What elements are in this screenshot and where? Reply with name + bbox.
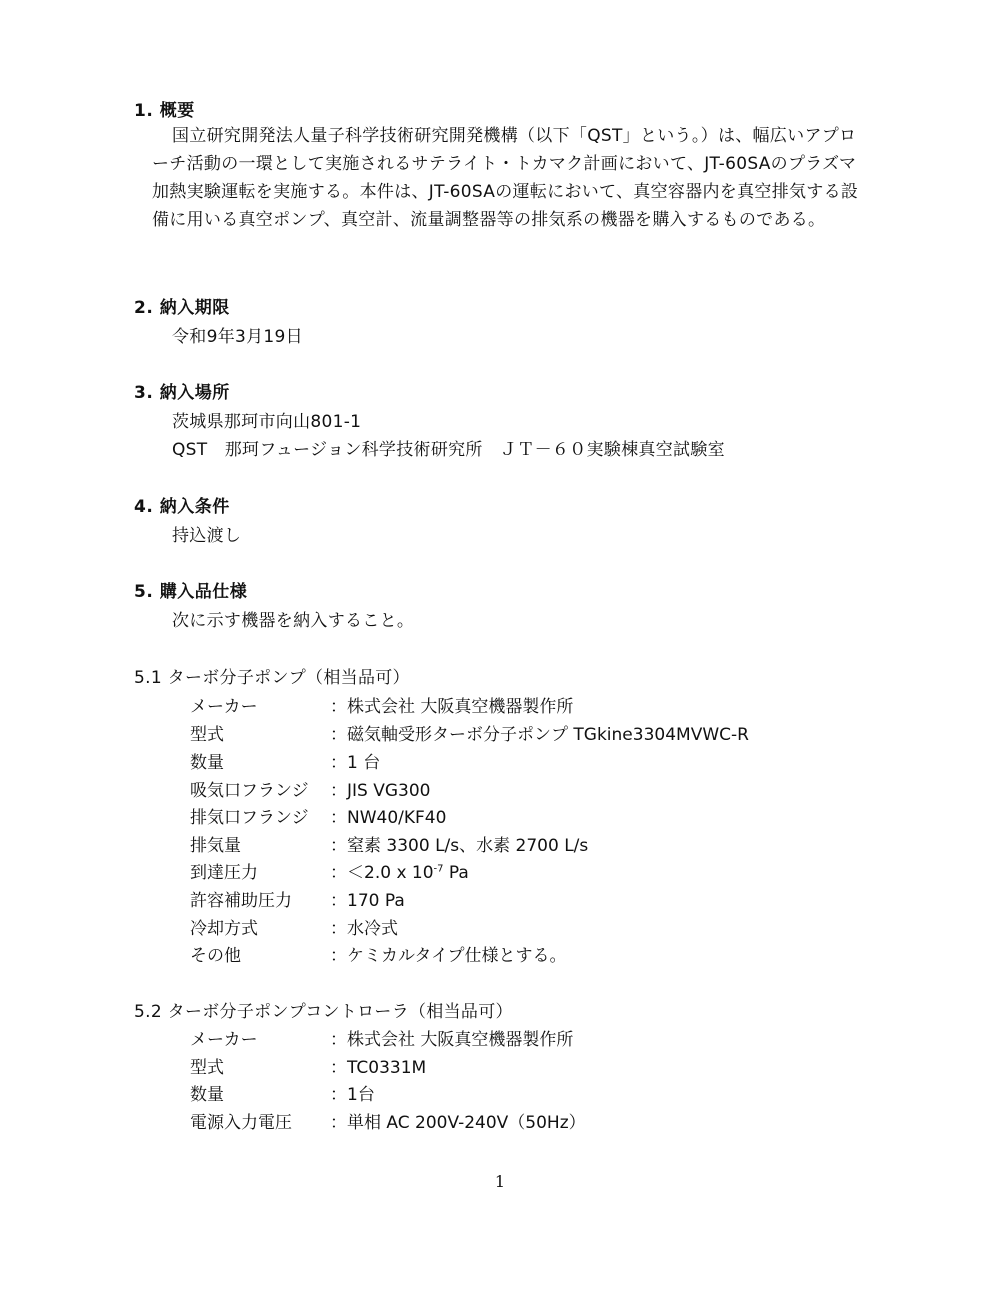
section-1-body: 国立研究開発法人量子科学技術研究開発機構（以下「QST」という。）は、幅広いアプローチ活動の一環として実施されるサテライト・トカマク計画において、JT-60SAのプラズマ加熱実験運転を実施する。本件は、JT-60SAの運転において、真空容器内を真空排気する設備に用いる真空ポンプ、真空計、流量調整器等の排気系の機器を購入するものである。 (152, 126, 859, 230)
section-5-heading: 5. 購入品仕様 (134, 582, 248, 602)
spec-key: 到達圧力 (190, 863, 258, 883)
spec-value: ：ケミカルタイプ仕様とする。 (330, 946, 567, 966)
spec-key: 数量 (190, 1085, 224, 1105)
spec-value: ：窒素 3300 L/s、水素 2700 L/s (330, 836, 589, 856)
spec-row (190, 1025, 573, 1050)
spec-value: ：株式会社 大阪真空機器製作所 (330, 1030, 574, 1050)
pressure-base: ：＜2.0 x 10 (330, 863, 434, 883)
spec-row (190, 858, 469, 883)
delivery-condition: 持込渡し (172, 526, 242, 546)
spec-value: ：磁気軸受形ターボ分子ポンプ TGkine3304MVWC-R (330, 725, 749, 745)
spec-value: ：株式会社 大阪真空機器製作所 (330, 697, 574, 717)
spec-row (190, 1108, 586, 1133)
spec-value: ：1 台 (330, 753, 381, 773)
spec-key: 型式 (190, 1058, 224, 1078)
spec-key: 排気口フランジ (190, 808, 309, 828)
pressure-exponent: -7 (433, 863, 444, 875)
section-5-body: 次に示す機器を納入すること。 (172, 611, 415, 631)
spec-row (190, 941, 566, 966)
section-3-heading: 3. 納入場所 (134, 383, 230, 403)
spec-value: ：JIS VG300 (330, 781, 431, 801)
spec-row (190, 692, 573, 717)
spec-value: ：170 Pa (330, 891, 405, 911)
spec-key: 電源入力電圧 (190, 1113, 292, 1133)
subsection-5-1-title: 5.1 ターボ分子ポンプ（相当品可） (134, 668, 410, 688)
spec-value: ：TC0331M (330, 1058, 427, 1078)
spec-value: ：単相 AC 200V-240V（50Hz） (330, 1113, 586, 1133)
delivery-address: 茨城県那珂市向山801-1 (172, 412, 362, 432)
spec-row (190, 748, 380, 773)
pressure-unit: Pa (443, 863, 469, 883)
section-2-heading: 2. 納入期限 (134, 298, 230, 318)
delivery-deadline: 令和9年3月19日 (172, 327, 303, 347)
spec-row (190, 720, 749, 745)
spec-row (190, 831, 588, 856)
spec-key: 吸気口フランジ (190, 781, 309, 801)
page-number: 1 (494, 1172, 506, 1191)
spec-value: ：1台 (330, 1085, 375, 1105)
spec-key: その他 (190, 946, 241, 966)
spec-row (190, 914, 398, 939)
section-4-heading: 4. 納入条件 (134, 497, 230, 517)
delivery-facility: QST 那珂フュージョン科学技術研究所 ＪＴ－６０実験棟真空試験室 (172, 440, 725, 460)
spec-value (330, 858, 469, 883)
spec-value: ：NW40/KF40 (330, 808, 447, 828)
subsection-5-2-title: 5.2 ターボ分子ポンプコントローラ（相当品可） (134, 1002, 513, 1022)
spec-key: メーカー (190, 697, 258, 717)
spec-row (190, 803, 446, 828)
spec-key: メーカー (190, 1030, 258, 1050)
section-1-heading: 1. 概要 (134, 101, 195, 121)
spec-row (190, 1080, 375, 1105)
spec-row (190, 1053, 426, 1078)
spec-key: 許容補助圧力 (190, 891, 292, 911)
spec-key: 数量 (190, 753, 224, 773)
spec-key: 型式 (190, 725, 224, 745)
spec-key: 排気量 (190, 836, 241, 856)
spec-key: 冷却方式 (190, 919, 258, 939)
spec-row (190, 776, 430, 801)
spec-row (190, 886, 405, 911)
spec-value: ：水冷式 (330, 919, 398, 939)
